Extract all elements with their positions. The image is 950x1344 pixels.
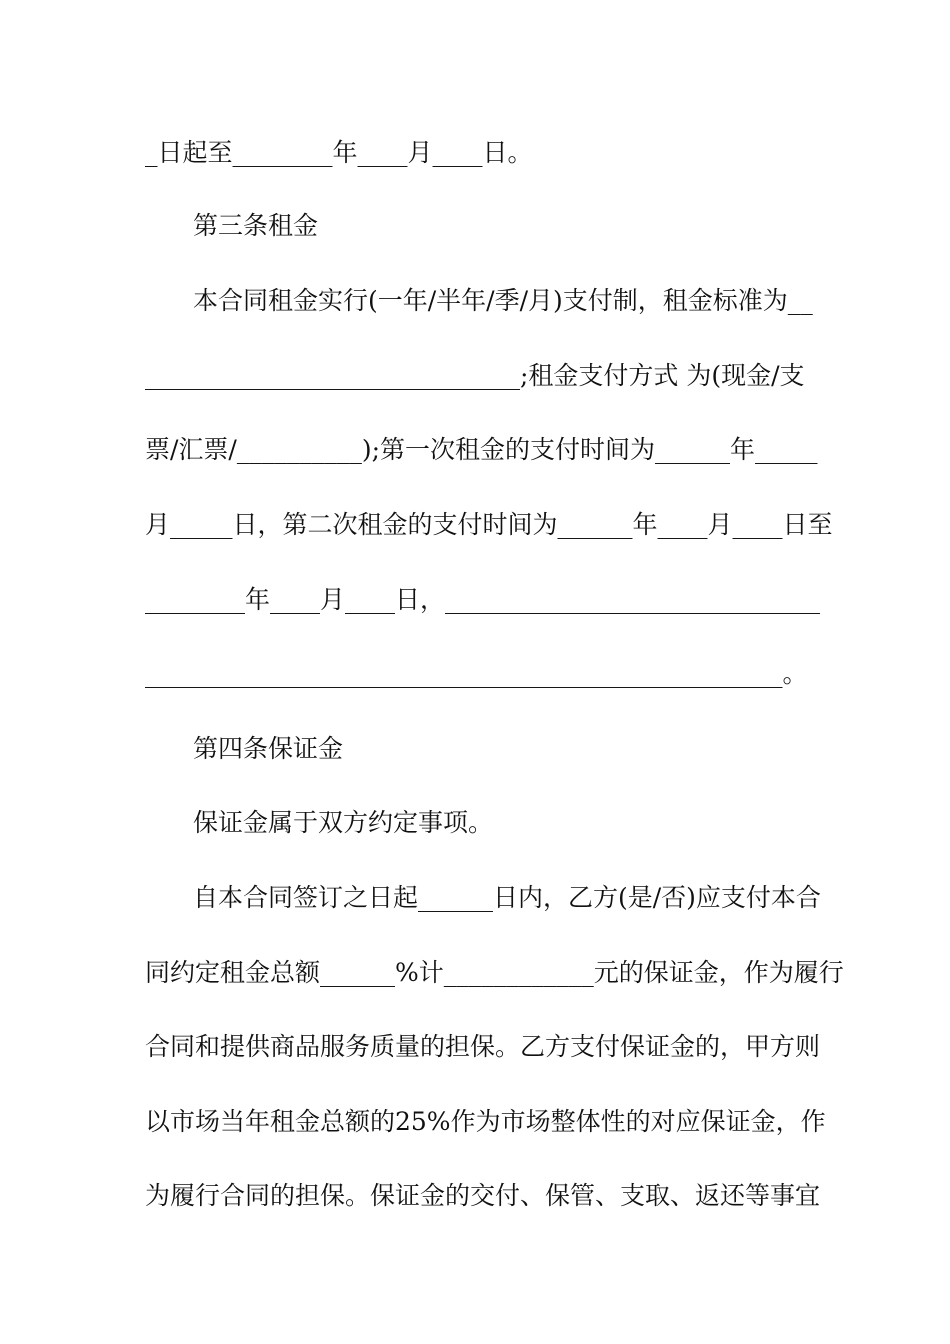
text-line: ___________________________________________________。 <box>145 659 808 688</box>
text-line: 保证金属于双方约定事项。 <box>193 808 494 837</box>
text-line: 合同和提供商品服务质量的担保。乙方支付保证金的，甲方则 <box>145 1032 821 1061</box>
text-line: 月_____日，第二次租金的支付时间为______年____月____日至 <box>145 510 833 539</box>
text-line: ______________________________;租金支付方式 为(现金/支 <box>145 361 805 390</box>
text-line: 本合同租金实行(一年/半年/季/月)支付制，租金标准为__ <box>193 286 813 315</box>
section-heading-deposit: 第四条保证金 <box>193 734 344 763</box>
text-line: 票/汇票/__________);第一次租金的支付时间为______年_____ <box>145 435 818 464</box>
section-heading-rent: 第三条租金 <box>193 211 319 240</box>
text-line: 为履行合同的担保。保证金的交付、保管、支取、返还等事宜 <box>145 1181 821 1210</box>
text-line: ________年____月____日，______________________________ <box>145 585 821 614</box>
text-line: 自本合同签订之日起______日内，乙方(是/否)应支付本合 <box>193 883 821 912</box>
text-line: 以市场当年租金总额的25%作为市场整体性的对应保证金，作 <box>145 1107 826 1136</box>
text-line: _日起至________年____月____日。 <box>145 138 533 167</box>
text-line: 同约定租金总额______%计____________元的保证金，作为履行 <box>145 958 844 987</box>
